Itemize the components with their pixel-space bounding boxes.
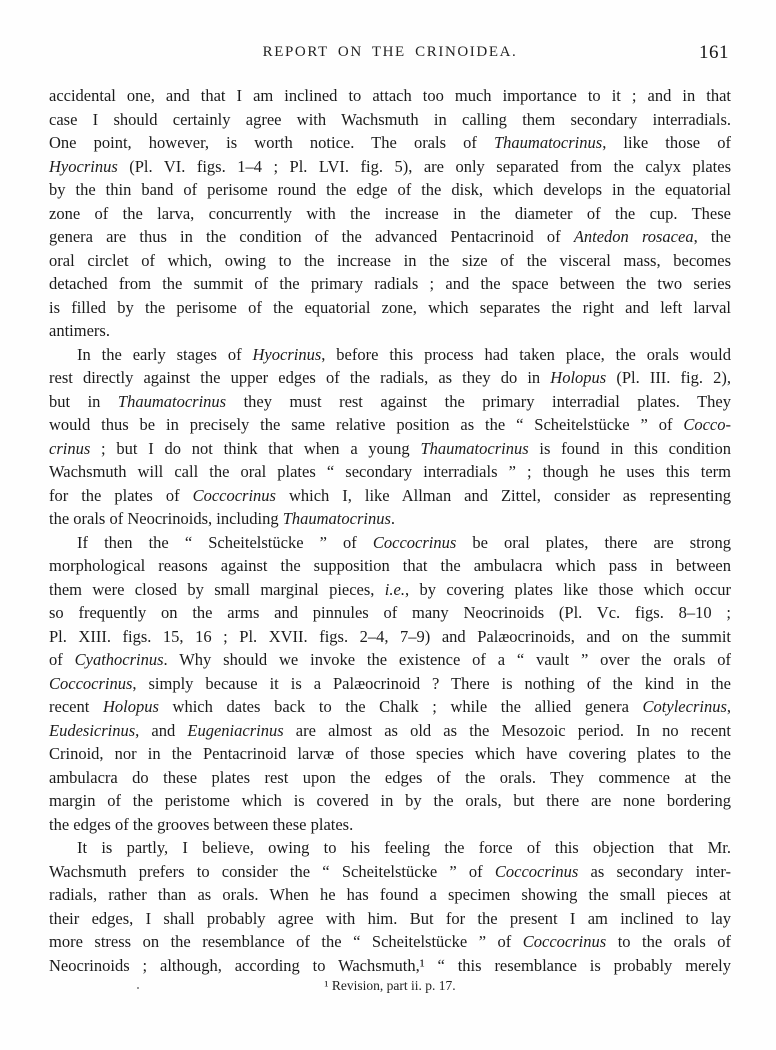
text-line xyxy=(49,554,731,578)
text-segment: , simply because it is a Palæocrinoid ? There is nothing of the kind in the xyxy=(132,673,731,693)
text-segment: of xyxy=(49,650,75,669)
text-segment: Pl. XIII. figs. 15, 16 ; Pl. XVII. figs. 2–4, 7–9) and Palæocrinoids, and on the summit xyxy=(49,626,731,646)
text-line xyxy=(49,507,731,531)
text-segment: zone of the larva, concurrently with the increase in the diameter of the cup. These xyxy=(49,203,731,223)
text-segment: (Pl. III. fig. 2), xyxy=(606,368,731,387)
text-segment: Coccocrinus xyxy=(192,485,276,505)
text-segment: Crinoid, nor in the Pentacrinoid larvæ of those species which have covering plates to the xyxy=(49,744,731,763)
text-segment: is filled by the perisome of the equatorial zone, which separates the right and left larval xyxy=(49,297,731,317)
text-line xyxy=(49,460,731,484)
text-segment: Eugeniacrinus xyxy=(187,720,284,740)
text-segment: Thaumatocrinus xyxy=(420,438,529,458)
text-segment: rest directly against the upper edges of the radials, as they do in xyxy=(49,368,551,387)
text-segment: more stress on the resemblance of the “ Scheitelstücke ” of xyxy=(49,932,523,951)
text-segment: Hyocrinus xyxy=(49,156,118,176)
text-segment: Cotylecrinus xyxy=(642,697,727,716)
text-segment: the edges of the grooves between these plates. xyxy=(49,814,354,834)
paragraph xyxy=(49,836,731,977)
text-body xyxy=(49,84,731,977)
text-line xyxy=(49,930,731,954)
text-segment: would thus be in precisely the same relative position as the “ Scheitelstücke ” of xyxy=(49,415,684,434)
paragraph xyxy=(49,84,731,343)
text-segment: , the xyxy=(693,227,732,246)
text-line xyxy=(49,578,731,602)
text-segment: If then the “ Scheitelstücke ” of xyxy=(77,532,373,552)
text-segment: radials, rather than as orals. When he has found a specimen showing the small pieces at xyxy=(49,885,731,904)
text-segment: Thaumatocrinus xyxy=(117,391,227,411)
text-line xyxy=(49,249,731,273)
text-line xyxy=(49,860,731,884)
text-segment: Coccocrinus xyxy=(522,932,607,951)
text-segment: is found in this condition xyxy=(528,438,731,458)
text-line xyxy=(49,484,731,508)
text-segment: Antedon rosacea xyxy=(573,227,694,246)
text-line xyxy=(49,907,731,931)
text-segment: Holopus xyxy=(550,368,607,387)
page-number: 161 xyxy=(699,42,729,63)
text-segment: . Why should we invoke the existence of a “ vault ” over the orals of xyxy=(163,650,731,669)
text-segment: be oral plates, there are strong xyxy=(456,532,731,552)
text-line xyxy=(49,437,731,461)
text-line xyxy=(49,390,731,414)
text-line xyxy=(49,531,731,555)
text-segment: Coccocrinus xyxy=(494,861,579,881)
text-segment: antimers. xyxy=(49,321,110,340)
text-segment: accidental one, and that I am inclined to attach too much importance to it ; and in that xyxy=(49,86,731,105)
text-segment: , by covering plates like those which occur xyxy=(404,579,731,599)
text-segment: Hyocrinus xyxy=(252,344,322,364)
footnote: ¹ Revision, part ii. p. 17. xyxy=(324,978,456,993)
text-line xyxy=(49,954,731,978)
text-segment: to the orals of xyxy=(606,932,731,951)
text-line xyxy=(49,296,731,320)
text-line xyxy=(49,202,731,226)
text-segment: Eudesicrinus xyxy=(49,720,136,740)
text-line xyxy=(49,319,731,343)
text-segment: but in xyxy=(49,391,118,411)
text-segment: detached from the summit of the primary radials ; and the space between the two series xyxy=(49,274,731,293)
text-segment: (Pl. VI. figs. 1–4 ; Pl. LVI. fig. 5), are only separated from the calyx plates xyxy=(117,156,731,176)
text-line xyxy=(49,272,731,296)
text-line xyxy=(49,695,731,719)
text-segment: them were closed by small marginal pieces, xyxy=(49,579,385,599)
text-segment: , and xyxy=(135,720,188,740)
text-segment: by the thin band of perisome round the edge of the disk, which develops in the equatorial xyxy=(49,180,731,199)
text-segment: recent xyxy=(49,697,103,716)
text-segment: margin of the peristome which is covered in by the orals, but there are none bordering xyxy=(49,791,731,810)
text-line xyxy=(49,178,731,202)
text-segment: One point, however, is worth notice. The orals of xyxy=(49,133,494,152)
text-line xyxy=(49,648,731,672)
text-segment: the orals of Neocrinoids, including xyxy=(49,509,283,528)
text-line xyxy=(49,672,731,696)
text-segment: In the early stages of xyxy=(77,344,253,364)
text-segment: Wachsmuth prefers to consider the “ Scheitelstücke ” of xyxy=(49,861,495,881)
text-segment: , like those of xyxy=(602,133,731,152)
text-segment: Cocco- xyxy=(683,415,731,434)
text-segment: their edges, I shall probably agree with him. But for the present I am inclined to lay xyxy=(49,908,731,928)
text-line xyxy=(49,813,731,837)
text-segment: which dates back to the Chalk ; while the allied genera xyxy=(158,697,643,716)
paragraph xyxy=(49,343,731,531)
scan-artifact-dot xyxy=(137,987,139,989)
page-title: REPORT ON THE CRINOIDEA. xyxy=(262,44,518,60)
text-segment: Wachsmuth will call the oral plates “ secondary interradials ” ; though he uses this term xyxy=(49,462,731,481)
text-segment: Coccocrinus xyxy=(372,532,457,552)
paragraph xyxy=(49,531,731,837)
text-segment: which I, like Allman and Zittel, consider as representing xyxy=(275,485,731,505)
text-segment: Cyathocrinus xyxy=(74,650,164,669)
text-line xyxy=(49,131,731,155)
text-segment: ambulacra do these plates rest upon the edges of the orals. They commence at the xyxy=(49,767,731,787)
text-segment: morphological reasons against the supposition that the ambulacra which pass in between xyxy=(49,556,731,575)
text-segment: , xyxy=(726,697,731,716)
text-line xyxy=(49,84,731,108)
running-header xyxy=(49,44,731,66)
text-line xyxy=(49,601,731,625)
text-segment: Thaumatocrinus xyxy=(494,133,603,152)
text-line xyxy=(49,883,731,907)
text-segment: oral circlet of which, owing to the increase in the size of the visceral mass, becomes xyxy=(49,250,731,270)
text-segment: as secondary inter- xyxy=(578,861,731,881)
text-line xyxy=(49,766,731,790)
text-segment: for the plates of xyxy=(49,485,193,505)
text-segment: Holopus xyxy=(102,697,159,716)
text-segment: so frequently on the arms and pinnules of many Neocrinoids (Pl. Vc. figs. 8–10 ; xyxy=(49,603,731,622)
text-line xyxy=(49,719,731,743)
text-segment: Coccocrinus xyxy=(49,673,133,693)
text-segment: ; but I do not think that when a young xyxy=(90,438,421,458)
text-segment: Thaumatocrinus xyxy=(282,509,391,528)
text-segment: . xyxy=(390,509,396,528)
text-line xyxy=(49,413,731,437)
text-line xyxy=(49,789,731,813)
text-line xyxy=(49,625,731,649)
text-line xyxy=(49,366,731,390)
text-line xyxy=(49,225,731,249)
text-segment: , before this process had taken place, the orals would xyxy=(321,344,731,364)
text-line xyxy=(49,108,731,132)
text-segment: Neocrinoids ; although, according to Wachsmuth,¹ “ this resemblance is probably merely xyxy=(49,955,731,975)
text-line xyxy=(49,155,731,179)
text-line xyxy=(49,742,731,766)
text-segment: case I should certainly agree with Wachsmuth in calling them secondary interradials. xyxy=(49,109,731,129)
text-segment: It is partly, I believe, owing to his feeling the force of this objection that Mr. xyxy=(77,838,731,857)
text-segment: they must rest against the primary interradial plates. They xyxy=(226,391,731,411)
text-segment: genera are thus in the condition of the advanced Pentacrinoid of xyxy=(49,227,574,246)
text-segment: are almost as old as the Mesozoic period. In no recent xyxy=(283,720,732,740)
text-segment: i.e. xyxy=(384,579,405,599)
text-line xyxy=(49,343,731,367)
text-segment: crinus xyxy=(49,438,91,458)
text-line xyxy=(49,836,731,860)
